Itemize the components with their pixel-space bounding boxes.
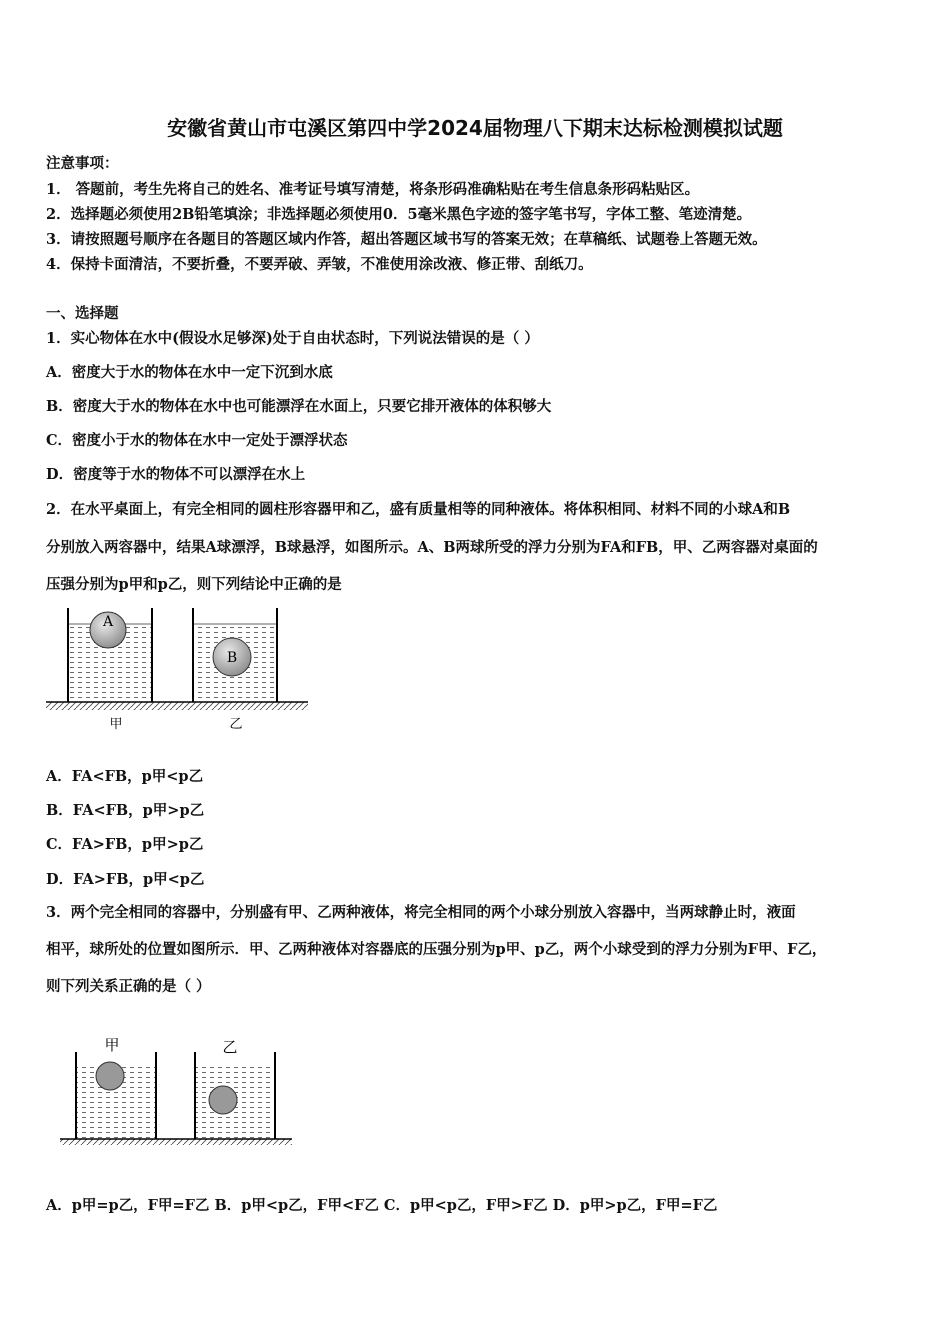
q2-figure [46,600,311,735]
note-item: 4．保持卡面清洁，不要折叠，不要弄破、弄皱，不准使用涂改液、修正带、刮纸刀。 [46,256,593,273]
ball-a-label: A [102,614,114,630]
q1-option-c: C．密度小于水的物体在水中一定处于漂浮状态 [46,432,348,449]
q3-figure [58,1030,298,1150]
q2-option-a: A．FA<FB，p甲<p乙 [46,768,204,785]
section-heading: 一、选择题 [46,305,119,322]
container-left-label: 甲 [104,1036,120,1054]
ball-b-label: B [226,650,238,666]
q2-option-d: D．FA>FB，p甲<p乙 [46,871,205,888]
ball-left [96,1062,124,1090]
q3-stem-line-3: 则下列关系正确的是（ ） [46,978,211,995]
q2-option-b: B．FA<FB，p甲>p乙 [46,802,205,819]
container-right-label: 乙 [229,717,243,732]
ball-right [209,1086,237,1114]
note-item: 3．请按照题号顺序在各题目的答题区域内作答，超出答题区域书写的答案无效；在草稿纸、试题卷上答题无效。 [46,231,767,248]
q2-stem-line-3: 压强分别为p甲和p乙，则下列结论中正确的是 [46,576,342,593]
container-right-label: 乙 [222,1038,238,1056]
q3-stem-line-1: 3．两个完全相同的容器中，分别盛有甲、乙两种液体，将完全相同的两个小球分别放入容器中，当两球静止时，液面 [46,904,796,921]
q1-option-d: D．密度等于水的物体不可以漂浮在水上 [46,466,306,483]
note-item: 2．选择题必须使用2B铅笔填涂；非选择题必须使用0．5毫米黑色字迹的签字笔书写，字体工整、笔迹清楚。 [46,206,752,223]
q2-stem-line-2: 分别放入两容器中，结果A球漂浮，B球悬浮，如图所示。A、B两球所受的浮力分别为FA和FB，甲、乙两容器对桌面的 [46,539,818,556]
q1-option-b: B．密度大于水的物体在水中也可能漂浮在水面上，只要它排开液体的体积够大 [46,398,552,415]
notes-heading: 注意事项： [46,155,119,172]
page-title: 安徽省黄山市屯溪区第四中学2024届物理八下期末达标检测模拟试题 [167,116,783,140]
q2-stem-line-1: 2．在水平桌面上，有完全相同的圆柱形容器甲和乙，盛有质量相等的同种液体。将体积相同、材料不同的小球A和B [46,501,791,518]
q3-stem-line-2: 相平，球所处的位置如图所示．甲、乙两种液体对容器底的压强分别为p甲、p乙，两个小球受到的浮力分别为F甲、F乙， [46,941,827,958]
q1-option-a: A．密度大于水的物体在水中一定下沉到水底 [46,364,333,381]
q2-option-c: C．FA>FB，p甲>p乙 [46,836,204,853]
q3-options: A．p甲=p乙，F甲=F乙 B．p甲<p乙，F甲<F乙 C．p甲<p乙，F甲>F乙 D．p甲>p乙，F甲=F乙 [46,1197,718,1214]
q1-stem: 1．实心物体在水中(假设水足够深)处于自由状态时，下列说法错误的是（ ） [46,330,539,347]
table-surface [60,1139,292,1145]
note-item: 1． 答题前，考生先将自己的姓名、准考证号填写清楚，将条形码准确粘贴在考生信息条形码粘贴区。 [46,181,700,198]
table-surface [46,702,308,710]
container-left-label: 甲 [109,717,123,732]
